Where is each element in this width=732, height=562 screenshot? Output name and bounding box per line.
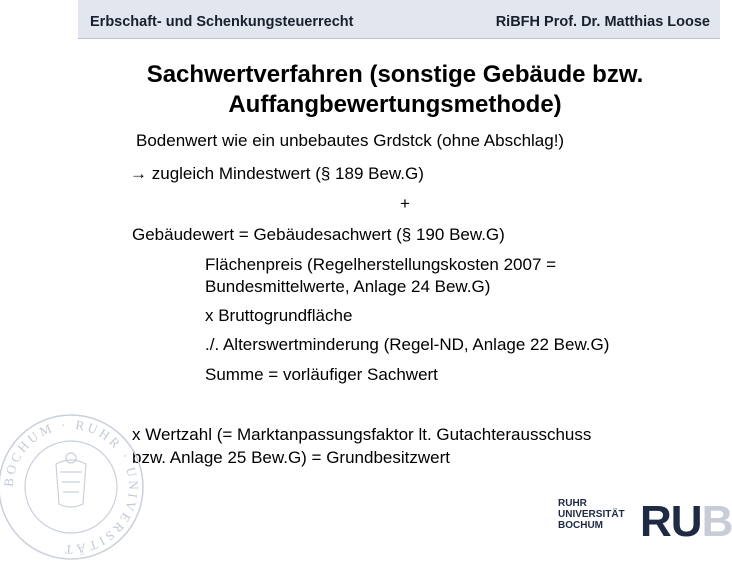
logo-line-ruhr: RUHR	[558, 498, 587, 509]
text-bodenwert: Bodenwert wie ein unbebautes Grdstck (ohne Abschlag!)	[136, 131, 565, 150]
university-seal-watermark	[0, 412, 146, 562]
rub-logo	[640, 497, 732, 546]
text-gebaeudewert: Gebäudewert = Gebäudesachwert (§ 190 Bew.G)	[132, 225, 505, 244]
text-wertzahl-1: x Wertzahl (= Marktanpassungsfaktor lt. Gutachterausschuss	[132, 425, 592, 444]
slide-title-line-2: Auffangbewertungsmethode)	[228, 91, 562, 118]
university-logo-text	[558, 498, 625, 531]
text-flaechenpreis-1: Flächenpreis (Regelherstellungskosten 2007 =	[205, 255, 557, 274]
slide-header	[78, 0, 720, 39]
text-bruttogrundflaeche: x Bruttogrundfläche	[205, 306, 353, 325]
text-wertzahl-2: bzw. Anlage 25 Bew.G) = Grundbesitzwert	[132, 448, 450, 467]
arrow-right-icon: →	[130, 164, 147, 183]
slide-title	[100, 60, 690, 120]
seal-text: BOCHUM · RUHR · UNIVERSITÄT	[0, 416, 142, 558]
slide-title-line-1: Sachwertverfahren (sonstige Gebäude bzw.	[146, 61, 644, 88]
text-mindestwert-label: zugleich Mindestwert (§ 189 Bew.G)	[151, 164, 424, 183]
logo-line-bochum: BOCHUM	[558, 520, 603, 531]
rub-logo-ru: RU	[640, 497, 702, 546]
header-author: RiBFH Prof. Dr. Matthias Loose	[495, 14, 710, 30]
plus-sign: +	[400, 194, 410, 213]
rub-logo-b: B	[701, 497, 732, 546]
text-summe: Summe = vorläufiger Sachwert	[205, 365, 438, 384]
header-course-title: Erbschaft- und Schenkungsteuerrecht	[90, 14, 354, 30]
text-alterswertminderung: ./. Alterswertminderung (Regel-ND, Anlage 22 Bew.G)	[205, 335, 610, 354]
logo-line-universitaet: UNIVERSITÄT	[558, 509, 625, 520]
text-flaechenpreis-2: Bundesmittelwerte, Anlage 24 Bew.G)	[205, 277, 491, 296]
text-mindestwert	[130, 163, 424, 184]
